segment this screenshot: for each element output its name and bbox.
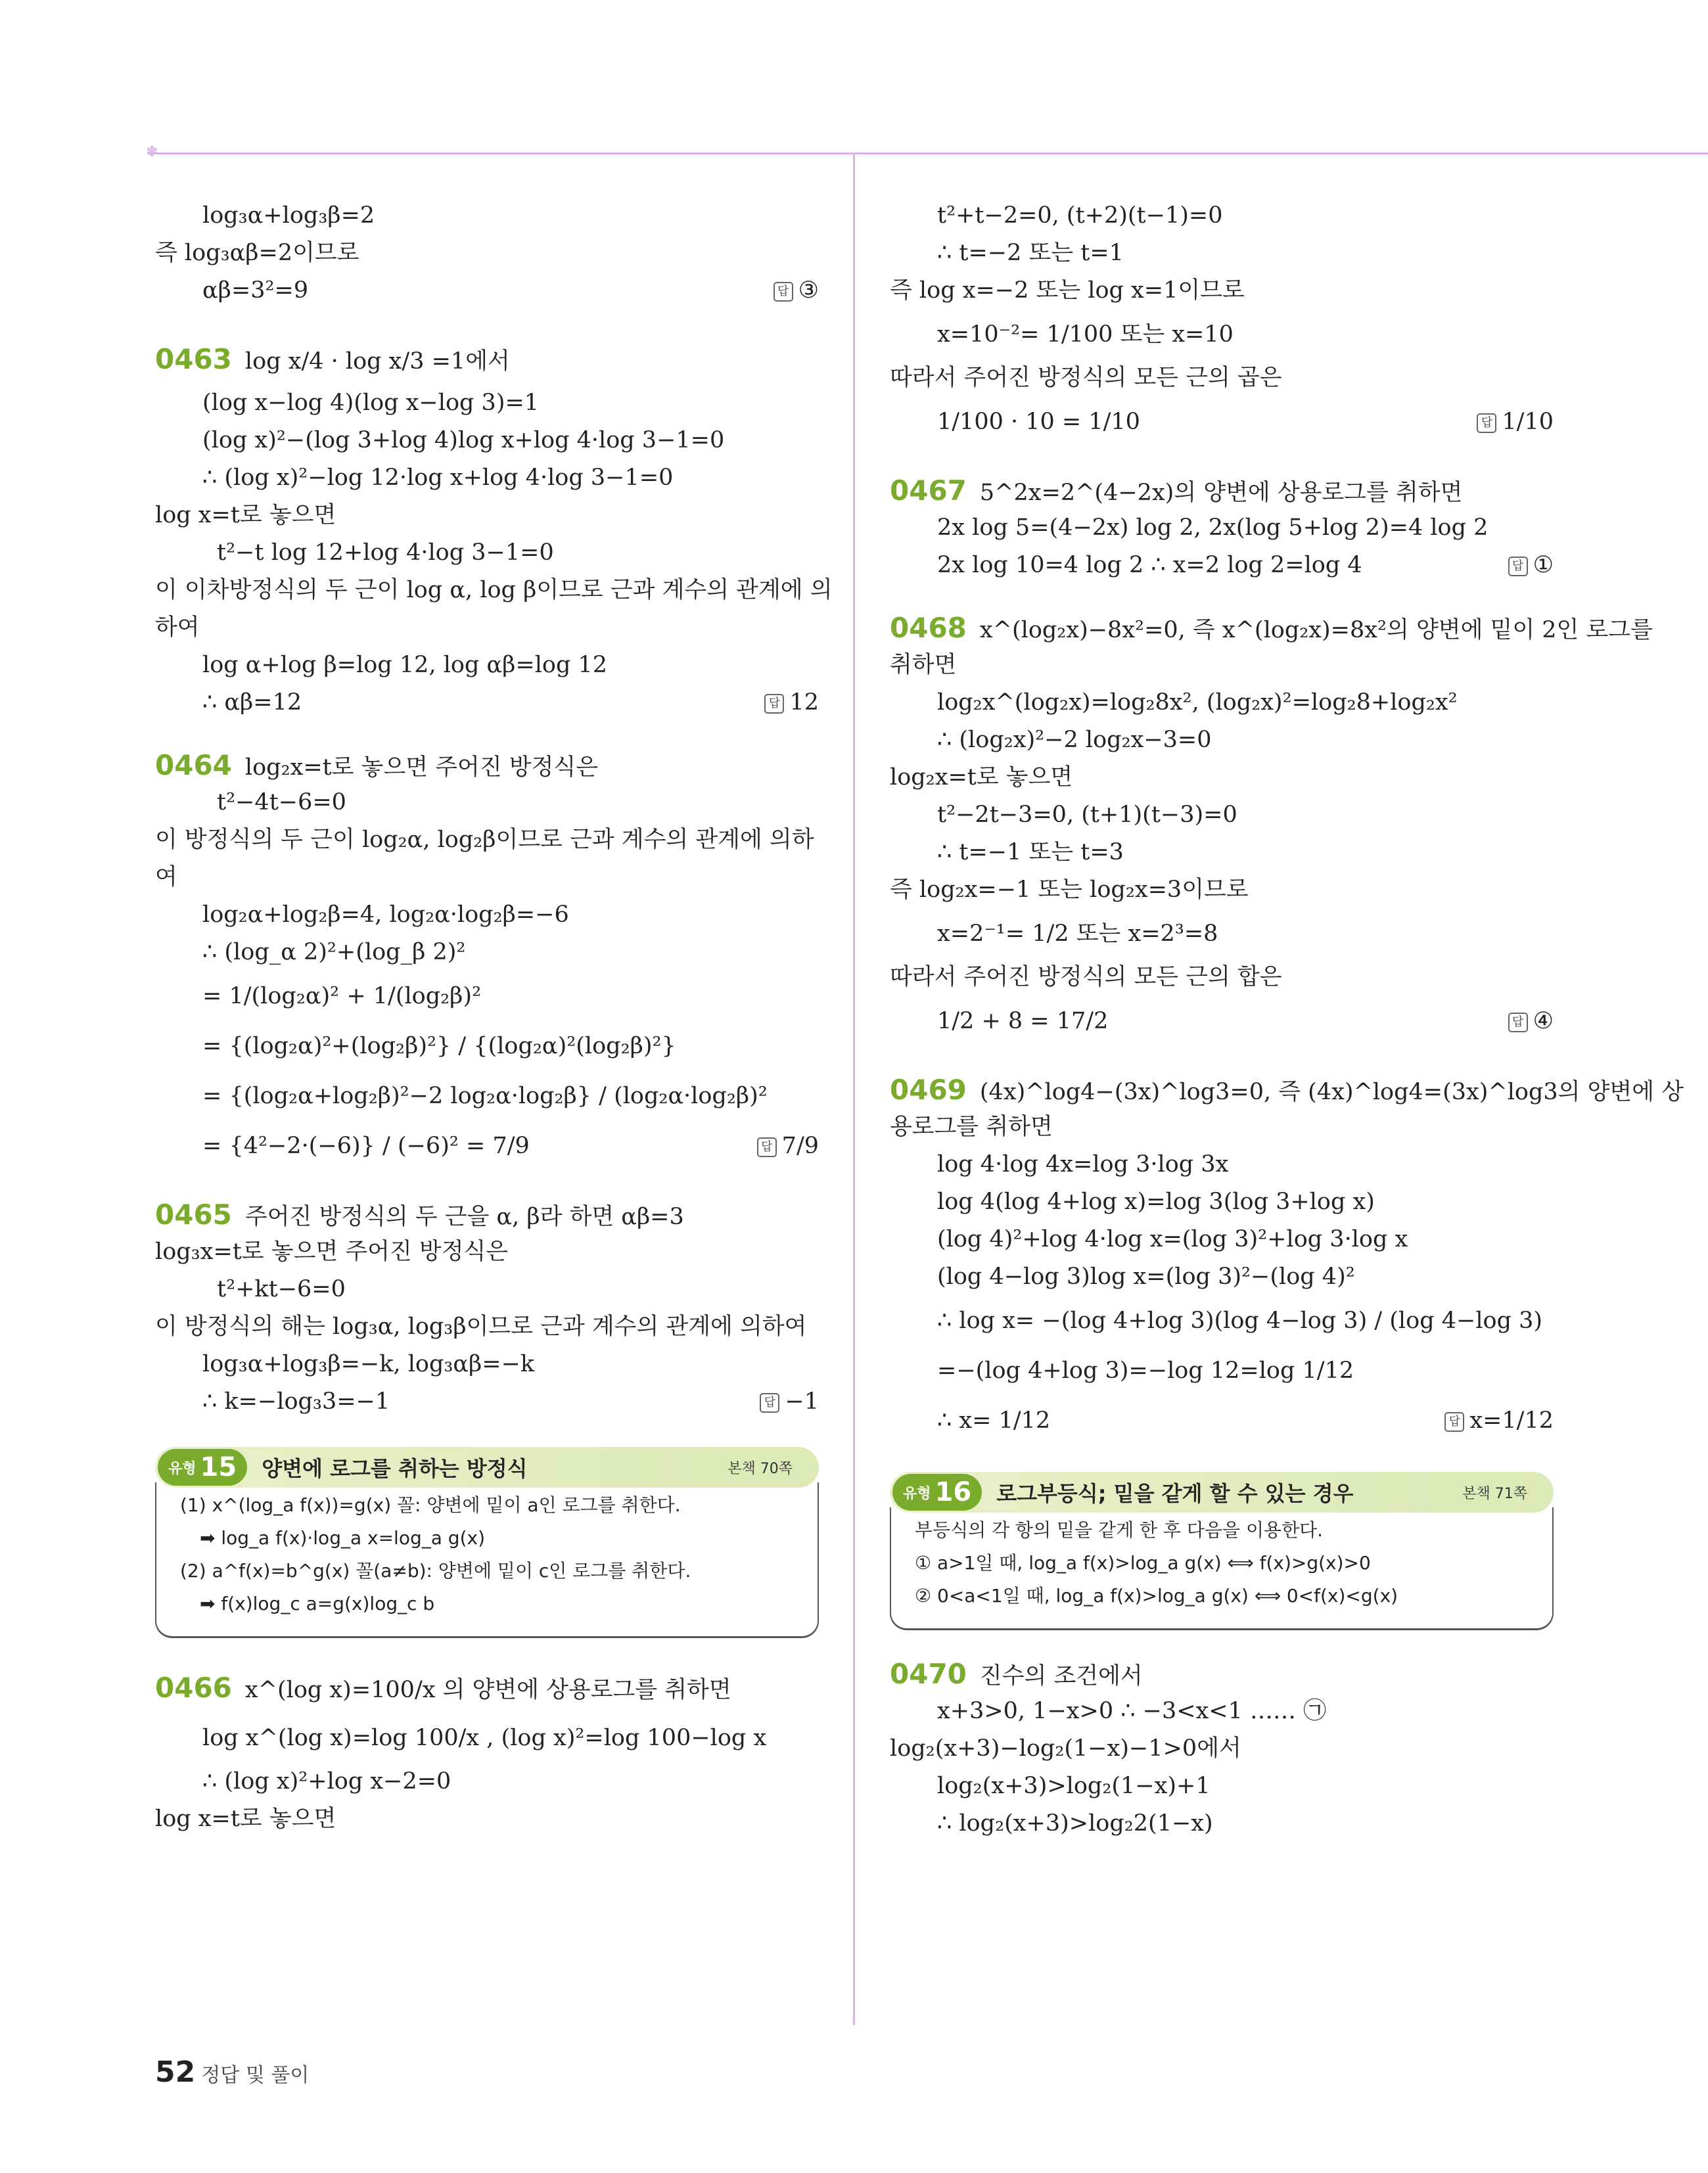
type-title: 로그부등식; 밑을 같게 할 수 있는 경우 (996, 1481, 1354, 1506)
line-text: 이 방정식의 두 근이 log₂α, log₂β이므로 근과 계수의 관계에 의하 (155, 827, 814, 853)
line-text: log x=t로 놓으면 (155, 502, 336, 528)
solution-line (890, 871, 1554, 909)
line-text: log₃α+log₃β=2 (202, 202, 375, 229)
line-text: ∴ log x= −(log 4+log 3)(log 4−log 3) / (log 4−log 3) (937, 1308, 1543, 1334)
line-text: x^(log x)=100/x 의 양변에 상용로그를 취하면 (244, 1677, 731, 1703)
answer-box-icon: 답 (760, 1393, 779, 1413)
answer-box-icon: 답 (1477, 413, 1496, 433)
solution-line (155, 971, 819, 1021)
line-text: log₂(x+3)−log₂(1−x)−1>0에서 (890, 1735, 1241, 1762)
solution-line (155, 459, 819, 497)
line-text: ∴ (log_α 2)²+(log_β 2)² (202, 939, 466, 965)
line-text: ∴ k=−log₃3=−1 (202, 1388, 390, 1415)
type-line: ➡ f(x)log_c a=g(x)log_c b (200, 1593, 435, 1614)
line-text: log 4·log 4x=log 3·log 3x (937, 1151, 1229, 1178)
type-line: (2) a^f(x)=b^g(x) 꼴(a≠b): 양변에 밑이 c인 로그를 취한다. (180, 1560, 691, 1582)
line-text: 따라서 주어진 방정식의 모든 근의 곱은 (890, 365, 1282, 391)
solution-line (890, 1805, 1554, 1842)
line-text: =−(log 4+log 3)=−log 12=log 1/12 (937, 1358, 1354, 1384)
type-label: 유형 (903, 1485, 931, 1502)
answer-mark (757, 1121, 819, 1171)
line-text: log α+log β=log 12, log αβ=log 12 (202, 652, 608, 678)
solution-line (155, 1121, 819, 1171)
problem-number: 0465 (155, 1199, 232, 1231)
line-text: (log 4)²+log 4·log x=(log 3)²+log 3·log x (937, 1226, 1408, 1252)
solution-line (155, 235, 819, 272)
type-line: (1) x^(log_a f(x))=g(x) 꼴: 양변에 밑이 a인 로그를 취한다. (180, 1494, 681, 1516)
solution-line (155, 1308, 819, 1346)
solution-line (155, 609, 819, 647)
column-divider (853, 152, 855, 2025)
line-text: ∴ (log x)²−log 12·log x+log 4·log 3−1=0 (202, 465, 674, 491)
line-text: log₂x=t로 놓으면 주어진 방정식은 (244, 754, 599, 781)
answer-box-icon: 답 (1508, 557, 1528, 576)
line-text: 2x log 5=(4−2x) log 2, 2x(log 5+log 2)=4 log 2 (937, 515, 1489, 541)
solution-line (890, 1146, 1554, 1183)
answer-value: 12 (789, 689, 819, 716)
solution-line (890, 1221, 1554, 1258)
solution-line (155, 1233, 819, 1271)
solution-line (155, 647, 819, 684)
solution-line (890, 684, 1554, 721)
solution-line (890, 996, 1554, 1046)
solution-line (890, 796, 1554, 834)
line-text: = {(log₂α+log₂β)²−2 log₂α·log₂β} / (log₂α·log₂β)² (202, 1083, 768, 1109)
solution-line (890, 1258, 1554, 1296)
line-text: t²+kt−6=0 (217, 1276, 346, 1302)
solution-line (890, 959, 1554, 996)
solution-line (890, 1730, 1554, 1768)
type-16-body (890, 1507, 1554, 1630)
line-text: x=2⁻¹= 1/2 또는 x=2³=8 (937, 921, 1218, 947)
line-text: 즉 log₃αβ=2이므로 (155, 240, 359, 266)
solution-line (155, 1800, 819, 1838)
solution-line (890, 1109, 1554, 1146)
line-text: log x=t로 놓으면 (155, 1806, 336, 1832)
line-text: ∴ log₂(x+3)>log₂2(1−x) (937, 1810, 1213, 1837)
line-text: = {4²−2·(−6)} / (−6)² = 7/9 (202, 1133, 530, 1159)
solution-line (155, 534, 819, 572)
page-number: 52 (155, 2055, 196, 2089)
solution-line (890, 609, 1653, 647)
line-text: t²−2t−3=0, (t+1)(t−3)=0 (937, 802, 1237, 828)
line-text: ∴ (log x)²+log x−2=0 (202, 1768, 451, 1795)
line-text: = {(log₂α)²+(log₂β)²} / {(log₂α)²(log₂β)²} (202, 1033, 676, 1059)
line-text: ∴ t=−1 또는 t=3 (937, 839, 1124, 865)
line-text: (log x−log 4)(log x−log 3)=1 (202, 390, 540, 416)
right-solution-lines-2 (890, 1655, 1554, 1842)
solution-line (890, 1346, 1554, 1396)
type-15-badge (158, 1449, 247, 1486)
solution-line (155, 1271, 819, 1308)
line-text: x^(log₂x)−8x²=0, 즉 x^(log₂x)=8x²의 양변에 밑이 2인 로그를 (979, 617, 1653, 643)
solution-line (890, 1296, 1554, 1346)
type-line: ② 0<a<1일 때, log_a f(x)>log_a g(x) ⟺ 0<f(x)<g(x) (915, 1585, 1398, 1607)
answer-box-icon: 답 (1508, 1013, 1528, 1032)
line-text: 용로그를 취하면 (890, 1114, 1053, 1140)
type-line: ➡ log_a f(x)·log_a x=log_a g(x) (200, 1527, 485, 1549)
line-text: 1/100 · 10 = 1/10 (937, 409, 1140, 435)
type-16-box (890, 1472, 1554, 1630)
solution-line (890, 547, 1554, 584)
solution-line (890, 1655, 1554, 1693)
line-text: t²+t−2=0, (t+2)(t−1)=0 (937, 202, 1223, 229)
solution-line (155, 497, 819, 534)
solution-line (890, 197, 1554, 235)
solution-line (155, 859, 819, 896)
solution-line (155, 684, 819, 721)
type-15-box (155, 1447, 819, 1638)
answer-mark (1508, 547, 1554, 584)
solution-line (890, 759, 1554, 796)
problem-number: 0469 (890, 1074, 967, 1106)
line-text: αβ=3²=9 (202, 277, 309, 304)
type-16-badge (892, 1474, 982, 1511)
footer-text: 정답 및 풀이 (201, 2064, 310, 2087)
type-15-header (155, 1447, 819, 1488)
solution-line (155, 1663, 819, 1713)
line-text: ∴ x= 1/12 (937, 1407, 1051, 1434)
answer-value: ④ (1533, 1008, 1554, 1034)
type-line: ① a>1일 때, log_a f(x)>log_a g(x) ⟺ f(x)>g(x)>0 (915, 1552, 1371, 1574)
problem-number: 0466 (155, 1672, 232, 1704)
type-page-ref: 본책 71쪽 (1462, 1485, 1527, 1502)
answer-value: ③ (798, 277, 819, 304)
solution-line (155, 1196, 819, 1233)
answer-box-icon: 답 (757, 1137, 777, 1157)
solution-line (890, 309, 1554, 359)
solution-line (155, 1713, 819, 1763)
solution-line (890, 1183, 1554, 1221)
answer-mark (764, 684, 819, 721)
line-text: ∴ (log₂x)²−2 log₂x−3=0 (937, 727, 1212, 753)
line-text: 이 방정식의 해는 log₃α, log₃β이므로 근과 계수의 관계에 의하여 (155, 1314, 807, 1340)
line-text: (log x)²−(log 3+log 4)log x+log 4·log 3−1=0 (202, 427, 725, 453)
line-text: log 4(log 4+log x)=log 3(log 3+log x) (937, 1189, 1375, 1215)
type-title: 양변에 로그를 취하는 방정식 (262, 1456, 528, 1481)
solution-line (890, 397, 1554, 447)
flower-ornament-icon: ✽ (146, 144, 158, 160)
solution-line (155, 1346, 819, 1383)
right-column (890, 197, 1684, 1842)
solution-line (155, 1021, 819, 1071)
answer-mark (1508, 996, 1554, 1046)
line-text: log x^(log x)=log 100/x , (log x)²=log 100−log x (202, 1725, 767, 1751)
line-text: 5^2x=2^(4−2x)의 양변에 상용로그를 취하면 (979, 480, 1463, 506)
solution-line (155, 272, 819, 309)
solution-line (890, 721, 1554, 759)
line-text: 진수의 조건에서 (979, 1663, 1143, 1689)
solution-line (155, 334, 819, 384)
answer-box-icon: 답 (764, 694, 784, 714)
line-text: t²−t log 12+log 4·log 3−1=0 (217, 539, 554, 566)
solution-line (155, 1071, 819, 1121)
solution-line (155, 572, 833, 609)
problem-number: 0463 (155, 343, 232, 375)
line-text: 2x log 10=4 log 2 ∴ x=2 log 2=log 4 (937, 552, 1362, 578)
right-solution-lines (890, 197, 1684, 1446)
solution-line (155, 1763, 819, 1800)
answer-mark (1477, 397, 1554, 447)
type-line: 부등식의 각 항의 밑을 같게 한 후 다음을 이용한다. (915, 1519, 1324, 1541)
problem-number: 0470 (890, 1658, 967, 1690)
problem-number: 0467 (890, 474, 967, 507)
solution-line (890, 272, 1554, 309)
line-text: (4x)^log4−(3x)^log3=0, 즉 (4x)^log4=(3x)^log3의 양변에 상 (979, 1079, 1684, 1105)
type-number: 15 (200, 1452, 237, 1482)
line-text: 이 이차방정식의 두 근이 log α, log β이므로 근과 계수의 관계에 의 (155, 577, 833, 603)
solution-line (890, 909, 1554, 959)
solution-line (890, 834, 1554, 871)
solution-line (155, 197, 819, 235)
line-text: 1/2 + 8 = 17/2 (937, 1008, 1109, 1034)
solution-line (155, 896, 819, 934)
line-text: 취하면 (890, 652, 957, 678)
solution-line (155, 384, 819, 422)
left-solution-lines-2 (155, 1663, 819, 1838)
answer-mark (760, 1383, 819, 1421)
left-solution-lines (155, 197, 833, 1421)
solution-line (155, 1383, 819, 1421)
solution-line (155, 934, 819, 971)
solution-line (890, 1071, 1684, 1109)
answer-mark (1444, 1396, 1554, 1446)
solution-line (890, 1693, 1554, 1730)
answer-value: 1/10 (1502, 409, 1554, 435)
answer-box-icon: 답 (773, 282, 793, 302)
line-text: 주어진 방정식의 두 근을 α, β라 하면 αβ=3 (244, 1204, 684, 1230)
solution-line (890, 1768, 1554, 1805)
type-16-header (890, 1472, 1554, 1513)
line-text: ∴ t=−2 또는 t=1 (937, 240, 1124, 266)
left-column (155, 197, 833, 1838)
line-text: ∴ αβ=12 (202, 689, 302, 716)
line-text: log₃x=t로 놓으면 주어진 방정식은 (155, 1239, 509, 1265)
answer-mark (773, 272, 819, 309)
line-text: 즉 log x=−2 또는 log x=1이므로 (890, 277, 1245, 304)
type-label: 유형 (168, 1460, 196, 1477)
type-15-body (155, 1482, 819, 1638)
problem-number: 0468 (890, 612, 967, 644)
answer-value: x=1/12 (1469, 1407, 1554, 1434)
problem-number: 0464 (155, 749, 232, 781)
type-number: 16 (935, 1477, 972, 1507)
type-page-ref: 본책 70쪽 (727, 1460, 793, 1477)
line-text: (log 4−log 3)log x=(log 3)²−(log 4)² (937, 1264, 1355, 1290)
solution-line (890, 472, 1554, 509)
line-text: 여 (155, 864, 177, 890)
solution-line (890, 235, 1554, 272)
line-text: log₂x^(log₂x)=log₂8x², (log₂x)²=log₂8+log₂x² (937, 689, 1458, 716)
solution-line (155, 422, 819, 459)
line-text: log x/4 · log x/3 =1에서 (244, 348, 510, 375)
line-text: 하여 (155, 614, 200, 641)
line-text: log₂α+log₂β=4, log₂α·log₂β=−6 (202, 902, 569, 928)
line-text: = 1/(log₂α)² + 1/(log₂β)² (202, 983, 482, 1009)
line-text: 따라서 주어진 방정식의 모든 근의 합은 (890, 964, 1282, 990)
page-footer (155, 2055, 309, 2089)
answer-value: ① (1533, 552, 1554, 578)
line-text: log₃α+log₃β=−k, log₃αβ=−k (202, 1351, 535, 1377)
line-text: t²−4t−6=0 (217, 789, 346, 815)
line-text: x+3>0, 1−x>0 ∴ −3<x<1 …… ㉠ (937, 1698, 1327, 1724)
page-top-rule (150, 152, 1708, 154)
solution-line (155, 746, 819, 784)
solution-line (890, 1396, 1554, 1446)
solution-line (890, 509, 1554, 547)
answer-box-icon: 답 (1444, 1412, 1464, 1432)
line-text: log₂x=t로 놓으면 (890, 764, 1073, 790)
answer-value: 7/9 (781, 1133, 819, 1159)
line-text: x=10⁻²= 1/100 또는 x=10 (937, 321, 1234, 348)
line-text: log₂(x+3)>log₂(1−x)+1 (937, 1773, 1211, 1799)
solution-line (155, 784, 819, 821)
solution-line (155, 821, 819, 859)
line-text: 즉 log₂x=−1 또는 log₂x=3이므로 (890, 877, 1249, 903)
solution-line (890, 359, 1554, 397)
answer-value: −1 (785, 1388, 819, 1415)
solution-line (890, 647, 1554, 684)
